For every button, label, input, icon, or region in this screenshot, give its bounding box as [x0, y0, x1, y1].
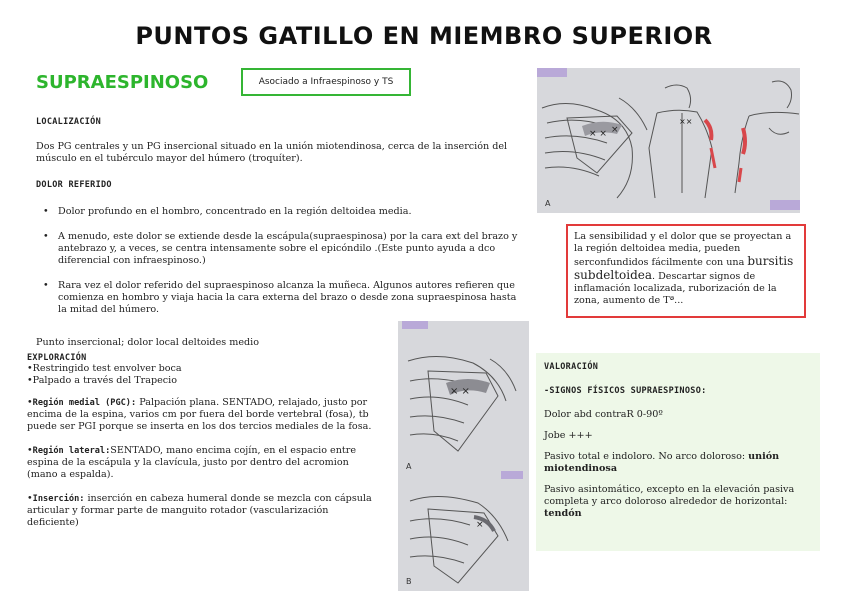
scapula-illustration — [398, 321, 529, 591]
list-item: • A menudo, este dolor se extiende desde la escápula(supraespinosa) por la cara ext del brazo y antebrazo y, a veces, se centra intensamente sobre el epicóndilo .(Este punto ayuda a dco diferencial con infraespinoso.) — [58, 231, 524, 267]
region-medial: •Región medial (PGC): Palpación plana. SENTADO, relajado, justo por encima de la espina, varios cm por fuera del borde vertebral (fosa), tb puede ser PGI porque se inserta en los dos tercios mediales de la fosa. — [27, 397, 372, 432]
exploracion-bullet: •Palpado a través del Trapecio — [27, 375, 177, 386]
localizacion-text: Dos PG centrales y un PG insercional situado en la unión miotendinosa, cerca de la inserción del músculo en el tubérculo mayor del húmero (troquíter). — [36, 141, 508, 164]
associated-box: Asociado a Infraespinoso y TS — [241, 68, 411, 96]
svg-text:××: ×× — [679, 117, 693, 126]
region-lateral: •Región lateral:SENTADO, mano encima cojín, en el espacio entre espina de la escápula y la clavícula, justo por dentro del acromion (mano a espalda). — [27, 445, 357, 480]
exploracion-block — [27, 353, 377, 537]
valoracion-panel — [536, 353, 820, 551]
valoracion-line: Pasivo asintomático, excepto en la elevación pasiva completa y arco doloroso alrededor de horizontal: tendón — [544, 484, 795, 519]
localizacion-heading: LOCALIZACIÓN — [36, 117, 102, 127]
valoracion-subheading: -SIGNOS FÍSICOS SUPRAESPINOSO: — [544, 386, 707, 396]
list-item: • Dolor profundo en el hombro, concentrado en la región deltoidea media. — [58, 206, 524, 218]
section-title: SUPRAESPINOSO — [36, 72, 209, 93]
svg-text:×: × — [611, 125, 619, 135]
exploracion-heading: EXPLORACIÓN — [27, 353, 87, 363]
svg-text:× ×: × × — [450, 386, 470, 397]
dolor-referido-list — [40, 206, 524, 329]
figure-label-b: B — [406, 577, 412, 586]
anatomy-figure-bottom — [398, 321, 529, 591]
valoracion-line: Pasivo total e indoloro. No arco doloroso: unión miotendinosa — [544, 451, 780, 474]
region-insercion: •Inserción: inserción en cabeza humeral donde se mezcla con cápsula articular y formar parte de manguito rotador (vascularización deficiente) — [27, 493, 372, 528]
valoracion-heading: VALORACIÓN — [544, 362, 599, 372]
svg-text:×: × — [476, 520, 484, 530]
valoracion-line: Jobe +++ — [544, 430, 593, 441]
figure-label-a: A — [545, 199, 551, 208]
svg-text:× ×: × × — [589, 129, 607, 139]
valoracion-line: Dolor abd contraR 0-90º — [544, 409, 663, 420]
list-item: • Rara vez el dolor referido del supraespinoso alcanza la muñeca. Algunos autores refieren que comienza en hombro y viaja hacia la cara externa del brazo o desde zona supraespinosa hasta la mitad del húmero. — [58, 280, 524, 316]
anatomy-figure-top — [537, 68, 800, 213]
dolor-referido-heading: DOLOR REFERIDO — [36, 180, 112, 190]
figure-label-a: A — [406, 462, 412, 471]
page-title: PUNTOS GATILLO EN MIEMBRO SUPERIOR — [135, 22, 713, 50]
exploracion-bullet: •Restringido test envolver boca — [27, 363, 182, 374]
punto-insercional: Punto insercional; dolor local deltoides medio — [36, 337, 259, 348]
bursitis-note-box: La sensibilidad y el dolor que se proyectan a la región deltoidea media, pueden serconfundidos fácilmente con una bursitis subdeltoidea. Descartar signos de inflamación localizada, ruborización de la zona, aumento de Tª... — [566, 224, 806, 318]
shoulder-pain-illustration — [537, 68, 800, 213]
